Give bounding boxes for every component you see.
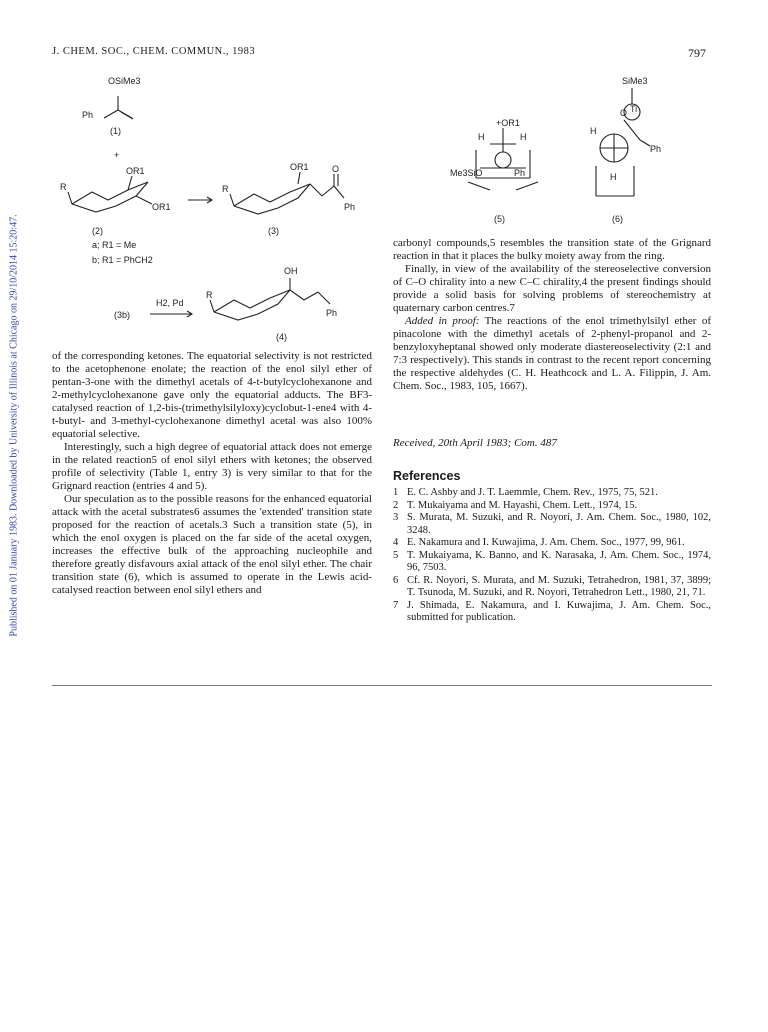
added-in-proof-text: The reactions of the enol trimethylsilyl ether of pinacolone with the dimethyl acetals of 2-phenyl-propanol and 2-benzyloxyheptanal showed only moderate diastereoselectivity (2:1 and 7:3 respectively). This stands in contrast to the recent report concerning the respective aldehydes (C. H. Heathcock and L. A. Filippin, J. Am. Chem. Soc., 1983, 105, 1667). bbox=[393, 315, 711, 392]
c4-r-label: R bbox=[206, 290, 213, 300]
references-list bbox=[393, 487, 711, 625]
c6-h1-label: H bbox=[590, 126, 597, 136]
reference-text: T. Mukaiyama and M. Hayashi, Chem. Lett., 1974, 15. bbox=[407, 499, 638, 511]
c6-sime3-label: SiMe3 bbox=[622, 76, 648, 86]
c6-h2-label: H bbox=[610, 172, 617, 182]
c5-ph-label: Ph bbox=[514, 168, 526, 178]
c1-ph-label: Ph bbox=[82, 110, 94, 120]
reference-item bbox=[393, 512, 711, 537]
reference-text: S. Murata, M. Suzuki, and R. Noyori, J. Am. Chem. Soc., 1980, 102, 3248. bbox=[407, 512, 711, 536]
added-in-proof-label: Added in proof: bbox=[405, 315, 480, 327]
c2-def-b: b; R1 = PhCH2 bbox=[92, 255, 153, 265]
c3-label: (3) bbox=[268, 226, 279, 236]
plus-sign: + bbox=[114, 150, 120, 160]
reference-item bbox=[393, 575, 711, 600]
left-paragraph-2: Interestingly, such a high degree of equatorial attack does not emerge in the related reaction5 of enol silyl ethers with ketones; the observed profile of selectivity (Table 1, entry 3) is very similar to that for the Grignard reaction (entries 4 and 5). bbox=[52, 441, 372, 492]
c2-label: (2) bbox=[92, 226, 103, 236]
reference-text: Cf. R. Noyori, S. Murata, and M. Suzuki, Tetrahedron, 1981, 37, 3899; T. Tsunoda, M. Suzuki, and R. Noyori, Tetrahedron Lett., 1980, 21, 71. bbox=[407, 574, 711, 598]
c2-or1-top: OR1 bbox=[126, 166, 145, 176]
reference-text: J. Shimada, E. Nakamura, and I. Kuwajima, J. Am. Chem. Soc., submitted for publication. bbox=[407, 599, 711, 623]
reference-text: E. Nakamura and I. Kuwajima, J. Am. Chem. Soc., 1977, 99, 961. bbox=[407, 537, 685, 548]
reference-number: 1 bbox=[393, 487, 399, 498]
c1-group-label: OSiMe3 bbox=[108, 76, 141, 86]
c2-r-label: R bbox=[60, 182, 67, 192]
reference-item bbox=[393, 550, 711, 575]
c6-o-label: O bbox=[620, 108, 628, 118]
c2-or1-side: OR1 bbox=[152, 202, 171, 212]
c4-label: (4) bbox=[276, 332, 287, 342]
reference-item bbox=[393, 600, 711, 625]
c6-ti-label: Ti bbox=[630, 104, 638, 114]
journal-header: J. CHEM. SOC., CHEM. COMMUN., 1983 bbox=[52, 46, 256, 57]
c3b-reagent: H2, Pd bbox=[156, 298, 184, 308]
c5-h2-label: H bbox=[520, 132, 527, 142]
c3-o-label: O bbox=[332, 164, 340, 174]
reference-number: 5 bbox=[393, 549, 399, 561]
reference-text: E. C. Ashby and J. T. Laemmle, Chem. Rev., 1975, 75, 521. bbox=[407, 487, 658, 498]
reference-number: 6 bbox=[393, 574, 399, 586]
c5-me3sio-label: Me3SiO bbox=[450, 168, 483, 178]
footer-rule bbox=[52, 685, 712, 686]
reference-text: T. Mukaiyama, K. Banno, and K. Narasaka, J. Am. Chem. Soc., 1974, 96, 7503. bbox=[407, 549, 711, 573]
c2-def-a: a; R1 = Me bbox=[92, 240, 137, 250]
reference-item bbox=[393, 487, 711, 500]
c3-or1-label: OR1 bbox=[290, 162, 309, 172]
reference-item bbox=[393, 500, 711, 513]
left-paragraph-3: Our speculation as to the possible reasons for the enhanced equatorial attack with the acetal substrates6 assumes the 'extended' transition state proposed for the reaction of acetals.3 Such a transition state (5), in which the enol oxygen is placed on the far side of the acetal oxygen, increases the effective bulk of the approaching nucleophile and therefore greatly disfavours axial attack of the enol silyl ether. The chair transition state (6), which is assumed to operate in the Lewis acid-catalysed reaction between enol silyl ethers and bbox=[52, 493, 372, 596]
c3b-label: (3b) bbox=[114, 310, 131, 320]
reference-number: 7 bbox=[393, 599, 399, 611]
reference-number: 3 bbox=[393, 512, 399, 523]
c3-ph-label: Ph bbox=[344, 202, 356, 212]
references-heading: References bbox=[393, 469, 461, 483]
c3-r-label: R bbox=[222, 184, 229, 194]
left-paragraph-1: of the corresponding ketones. The equatorial selectivity is not restricted to the acetophenone enolate; the reaction of the enol silyl ether of pentan-3-one with the dimethyl acetals of 4-t-butylcyclohexanone and 2-methylcyclohexanone gave only the equatorial adducts. The BF3-catalysed reaction of 1,2-bis-(trimethylsilyloxy)cyclobut-1-ene4 with 4-t-butyl- and 3-methyl-cyclohexanone dimethyl acetal was also 100% equatorial selective. bbox=[52, 350, 372, 440]
c4-ph-label: Ph bbox=[326, 308, 338, 318]
c5-h1-label: H bbox=[478, 132, 485, 142]
page-number: 797 bbox=[688, 46, 706, 60]
right-paragraph-1: carbonyl compounds,5 resembles the transition state of the Grignard reaction in that it places the bulky moiety away from the ring. bbox=[393, 237, 711, 262]
left-column bbox=[52, 350, 372, 597]
received-date: Received, 20th April 1983; Com. 487 bbox=[393, 437, 557, 449]
right-column bbox=[393, 237, 711, 393]
right-paragraph-3 bbox=[393, 315, 711, 393]
download-notice: Published on 01 January 1983. Downloaded by University of Illinois at Chicago on 29/10/2014 15:20:47. bbox=[8, 214, 20, 637]
reference-number: 4 bbox=[393, 537, 399, 548]
reference-number: 2 bbox=[393, 499, 399, 511]
c6-ph-label: Ph bbox=[650, 144, 662, 154]
c4-oh-label: OH bbox=[284, 266, 298, 276]
right-paragraph-2: Finally, in view of the availability of the stereoselective conversion of C–O chirality into a new C–C chirality,4 the present findings should provide a solid basis for solving problems of stereochemistry at quaternary carbon centres.7 bbox=[393, 263, 711, 314]
reference-item bbox=[393, 537, 711, 550]
c5-label: (5) bbox=[494, 214, 505, 224]
c5-or1-label: +OR1 bbox=[496, 118, 520, 128]
c1-label: (1) bbox=[110, 126, 121, 136]
c6-label: (6) bbox=[612, 214, 623, 224]
